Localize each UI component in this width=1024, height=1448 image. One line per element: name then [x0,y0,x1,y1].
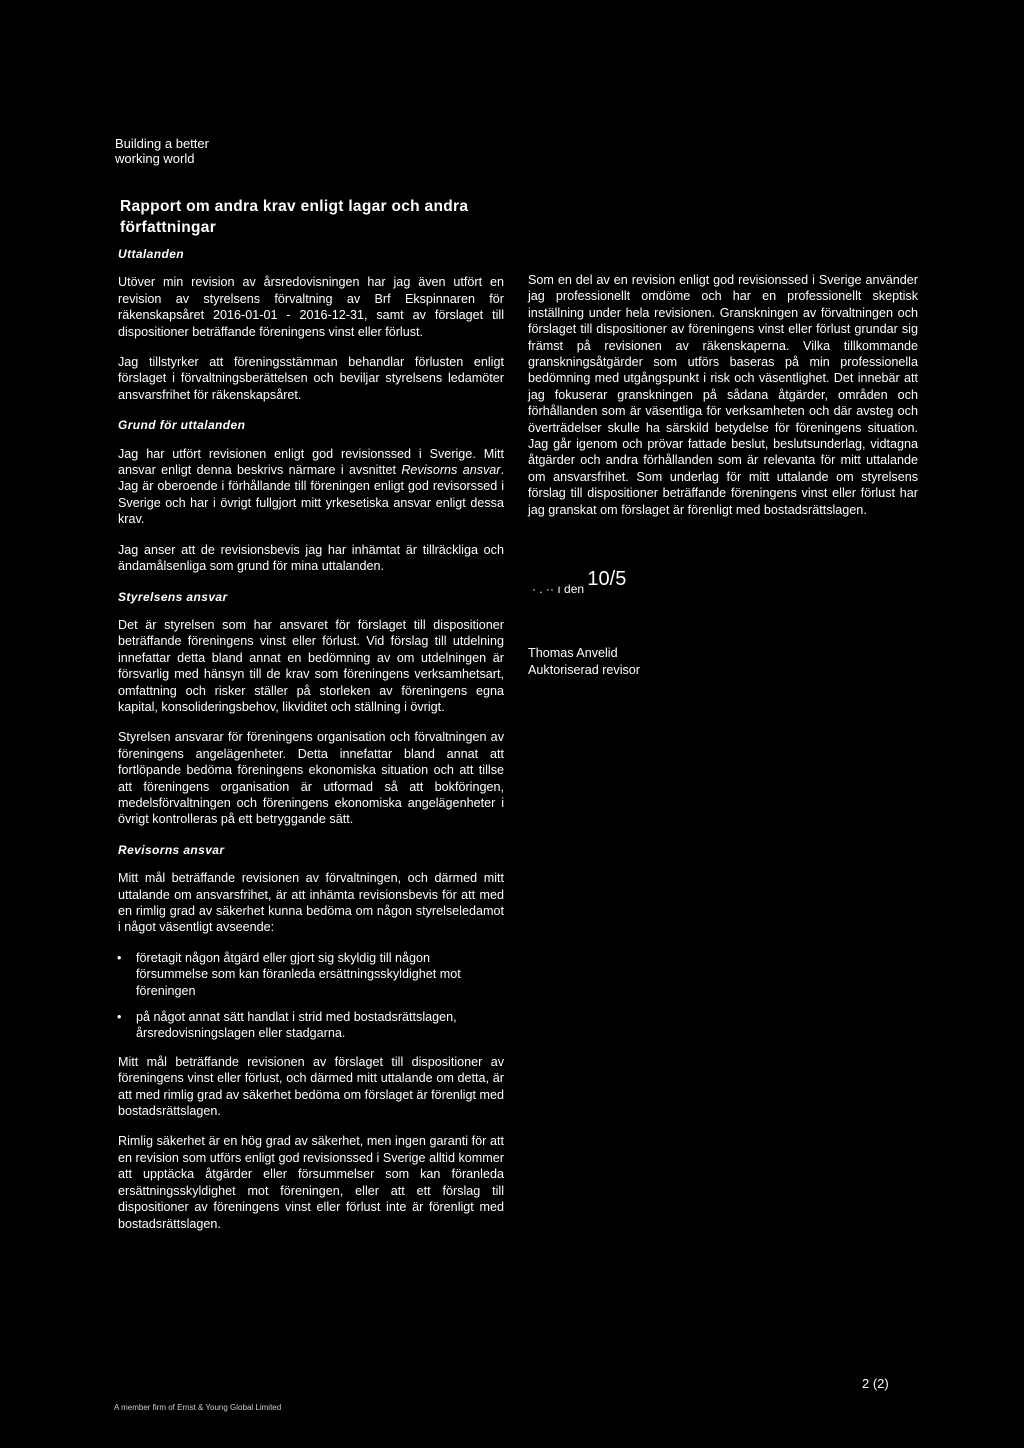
list-item: • på något annat sätt handlat i strid med bostadsrättslagen, årsredovisningslagen eller stadgarna. [136,1009,504,1042]
footer-text: A member firm of Ernst & Young Global Limited [114,1403,282,1412]
signature-place-date [532,568,627,599]
date-label: den [564,582,585,596]
tagline-line-2: working world [115,151,195,166]
bullet-list [118,950,504,1042]
page-title: Rapport om andra krav enligt lagar och andra författningar [120,198,469,236]
paragraph-board-responsibility-1: Det är styrelsen som har ansvaret för förslaget till dispositioner beträffande föreningens vinst eller förlust. Vid förslag till utdelning innefattar detta bland annat en bedömning av om utdelningen är försvarlig med hänsyn till de krav som föreningens verksamhetsart, omfattning och risker ställer på storleken av föreningens egna kapital, konsolideringsbehov, likviditet och ställning i övrigt. [118,617,504,714]
list-item: • företagit någon åtgärd eller gjort sig skyldig till någon försummelse som kan föranleda ersättningsskyldighet mot föreningen [136,950,504,999]
paragraph-board-responsibility-2: Styrelsen ansvarar för föreningens organisation och förvaltningen av föreningens angelägenheter. Detta innefattar bland annat att fortlöpande bedöma föreningens ekonomiska situation och att tillse att föreningens organisation är utformad så att bokföringen, medelsförvaltningen och föreningens ekonomiska angelägenheter i övrigt kontrolleras på ett betryggande sätt. [118,730,504,827]
handwritten-date: 10/5 [587,568,627,590]
paragraph-revision-scope: Utöver min revision av årsredovisningen har jag även utfört en revision av styrelsens förvaltning av Brf Ekspinnaren för räkenskapsåret 2016-01-01 - 2016-12-31, samt av förslaget till dispositioner beträffande föreningens vinst eller förlust. [118,275,504,339]
heading-uttalanden: Uttalanden [118,247,185,261]
left-column [118,246,504,1246]
signer-role: Auktoriserad revisor [528,662,640,677]
tagline-line-1: Building a better [115,136,209,151]
paragraph-reasonable-assurance: Rimlig säkerhet är en hög grad av säkerhet, men ingen garanti för att en revision som utförs enligt god revisionssed i Sverige alltid kommer att upptäcka åtgärder eller försummelser som kan föranleda ersättningsskyldighet mot föreningen, eller att ett förslag till dispositioner av föreningens vinst eller förlust inte är förenligt med bostadsrättslagen. [118,1134,504,1231]
page-number: 2 (2) [862,1376,889,1391]
paragraph-evidence: Jag anser att de revisionsbevis jag har inhämtat är tillräckliga och ändamålsenliga som grund för mina uttalanden. [118,542,504,574]
basis-italic-ref: Revisorns ansvar [401,463,501,478]
basis-text-b: . Jag är oberoende i förhållande till föreningen enligt god revisorssed i Sverige och har i övrigt fullgjort mitt yrkesetiska ansvar enligt dessa krav. [118,463,504,527]
paragraph-professional-judgement: Som en del av en revision enligt god revisionssed i Sverige använder jag professionellt omdöme och har en professionellt skeptisk inställning under hela revisionen. Granskningen av förvaltningen och förslaget till dispositioner av föreningens vinst eller förlust grundar sig främst på revisionen av räkenskaperna. Vilka tillkommande granskningsåtgärder som utförs baseras på min professionella bedömning med utgångspunkt i risk och väsentlighet. Det innebär att jag fokuserar granskningen på sådana åtgärder, områden och förhållanden som är väsentliga för verksamheten och där avsteg och överträdelser skulle ha särskild betydelse för föreningens situation. Jag går igenom och prövar fattade beslut, beslutsunderlag, vidtagna åtgärder och andra förhållanden som är relevanta för mitt uttalande om ansvarsfrihet. Som underlag för mitt uttalande om styrelsens förslag till dispositioner beträffande föreningens vinst eller förlust har jag granskat om förslaget är förenligt med bostadsrättslagen. [528,273,918,517]
paragraph-auditor-goal-dispositions: Mitt mål beträffande revisionen av förslaget till dispositioner av föreningens vinst eller förlust, och därmed mitt uttalande om detta, är att med rimlig grad av säkerhet bedöma om förslaget är förenligt med bostadsrättslagen. [118,1054,504,1119]
basis-text-a: Jag har utfört revisionen enligt god revisionssed i Sverige. Mitt ansvar enligt denna beskrivs närmare i avsnittet [118,446,504,478]
signer-name: Thomas Anvelid [528,646,618,660]
heading-revisorns-ansvar: Revisorns ansvar [118,842,225,857]
paragraph-basis [118,446,504,528]
place-marks: · . ·· ı [532,582,561,596]
paragraph-recommendation: Jag tillstyrker att föreningsstämman behandlar förlusten enligt förslaget i förvaltningsberättelsen och beviljar styrelsens ledamöter ansvarsfrihet för räkenskapsåret. [118,355,504,402]
paragraph-auditor-goal: Mitt mål beträffande revisionen av förvaltningen, och därmed mitt uttalande om ansvarsfrihet, är att inhämta revisionsbevis för att med en rimlig grad av säkerhet kunna bedöma om någon styrelseledamot i något väsentligt avseende: [118,871,504,935]
right-column [528,272,918,532]
brand-tagline [115,136,209,166]
heading-styrelsens-ansvar: Styrelsens ansvar [118,589,228,604]
heading-grund: Grund för uttalanden [118,418,246,433]
signer-block [528,645,640,678]
